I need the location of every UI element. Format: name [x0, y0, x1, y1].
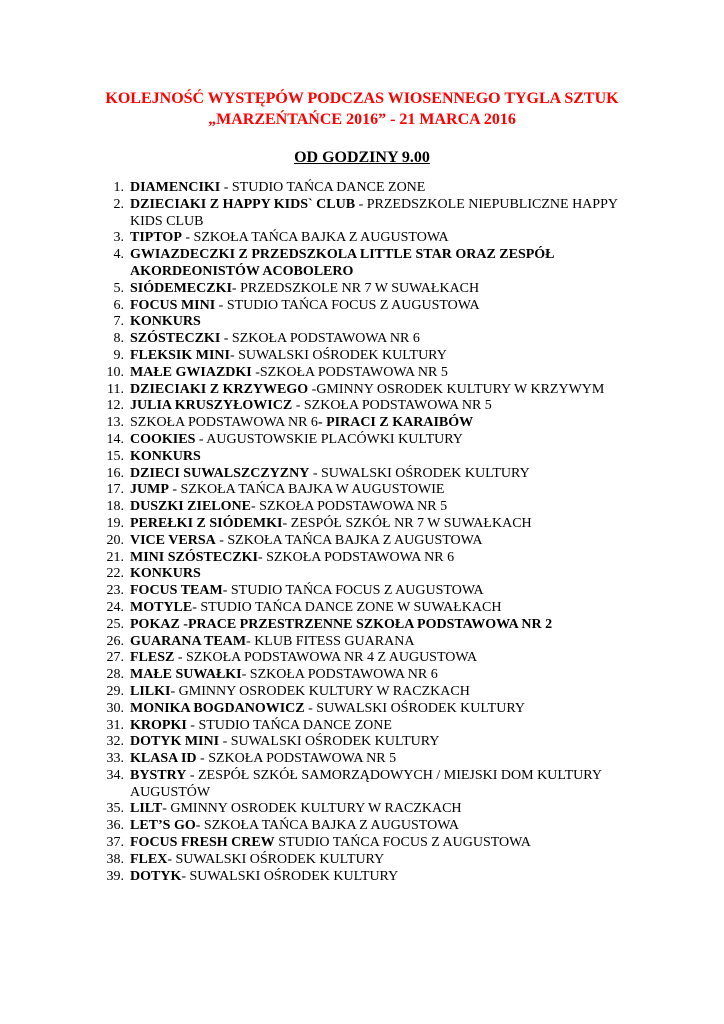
item-group-name: KONKURS [130, 448, 201, 464]
item-number: 18. [106, 499, 124, 515]
list-item [86, 734, 646, 751]
item-group-name: DZIECI SUWALSZCZYZNY [130, 465, 310, 481]
list-item [86, 533, 646, 550]
item-number: 4. [113, 247, 124, 263]
item-institution: - STUDIO TAŃCA DANCE ZONE [186, 717, 392, 733]
list-item [86, 197, 646, 231]
item-group-name: KONKURS [130, 566, 201, 582]
item-institution: - AUGUSTOWSKIE PLACÓWKI KULTURY [195, 431, 463, 447]
item-group-name: SIÓDEMECZKI [130, 280, 232, 296]
item-number: 12. [106, 398, 124, 414]
item-institution: SZKOŁA PODSTAWOWA NR 6 [130, 415, 318, 431]
item-group-name: GUARANA TEAM [130, 633, 247, 649]
item-group-name: DIAMENCIKI [130, 180, 221, 195]
list-item [86, 835, 646, 852]
item-institution: - SZKOŁA PODSTAWOWA NR 6 [220, 331, 420, 347]
item-institution: - SZKOŁA PODSTAWOWA NR 5 [292, 398, 492, 414]
list-item [86, 365, 646, 382]
list-item [86, 718, 646, 735]
item-institution: - STUDIO TAŃCA FOCUS Z AUGUSTOWA [215, 297, 480, 313]
item-institution: - GMINNY OSRODEK KULTURY W RACZKACH [162, 801, 462, 817]
performance-order-list [86, 180, 646, 885]
item-number: 22. [106, 566, 124, 582]
item-number: 15. [106, 448, 124, 464]
item-institution: - SZKOŁA PODSTAWOWA NR 5 [250, 499, 448, 515]
item-institution: - SZKOŁA TAŃCA BAJKA W AUGUSTOWIE [168, 482, 445, 498]
item-number: 27. [106, 650, 124, 666]
item-number: 19. [106, 515, 124, 531]
item-institution: - SUWALSKI OŚRODEK KULTURY [219, 734, 440, 750]
list-item [86, 466, 646, 483]
item-number: 24. [106, 599, 124, 615]
item-group-name: FLEX [130, 851, 168, 867]
item-group-name: BYSTRY [130, 767, 187, 783]
item-group-name: TIPTOP [130, 230, 182, 246]
item-group-name: MINI SZÓSTECZKI [130, 549, 258, 565]
item-institution: -GMINNY OSRODEK KULTURY W KRZYWYM [308, 381, 605, 397]
item-number: 35. [106, 801, 124, 817]
item-institution: - ZESPÓŁ SZKÓŁ NR 7 W SUWAŁKACH [282, 515, 532, 531]
list-item [86, 499, 646, 516]
list-item [86, 869, 646, 886]
list-item [86, 331, 646, 348]
item-number: 28. [106, 667, 124, 683]
item-group-name: POKAZ -PRACE PRZESTRZENNE SZKOŁA PODSTAWOWA NR 2 [130, 616, 553, 632]
list-item [86, 566, 646, 583]
list-item [86, 701, 646, 718]
item-number: 38. [106, 851, 124, 867]
item-institution: - ZESPÓŁ SZKÓŁ SAMORZĄDOWYCH / MIEJSKI DOM KULTURY AUGUSTÓW [130, 767, 602, 800]
list-item [86, 583, 646, 600]
item-number: 13. [106, 415, 124, 431]
list-item [86, 617, 646, 634]
item-number: 23. [106, 583, 124, 599]
item-institution: - KLUB FITESS GUARANA [246, 633, 415, 649]
item-number: 7. [113, 314, 124, 330]
item-institution: - SZKOŁA PODSTAWOWA NR 6 [241, 667, 438, 683]
item-group-name: GWIAZDECZKI Z PRZEDSZKOLA LITTLE STAR ORAZ ZESPÓŁ AKORDEONISTÓW ACOBOLERO [130, 247, 555, 279]
list-item [86, 516, 646, 533]
list-item [86, 634, 646, 651]
item-number: 34. [106, 767, 124, 783]
list-item [86, 600, 646, 617]
list-item [86, 852, 646, 869]
list-item [86, 382, 646, 399]
list-item [86, 281, 646, 298]
list-item [86, 550, 646, 567]
item-group-name: KROPKI [130, 717, 187, 733]
item-group-name: VICE VERSA [130, 532, 216, 548]
item-institution: - STUDIO TAŃCA DANCE ZONE W SUWAŁKACH [192, 599, 502, 615]
item-group-name: MOTYLE [130, 599, 193, 615]
item-institution: - SZKOŁA PODSTAWOWA NR 4 Z AUGUSTOWA [174, 650, 478, 666]
item-group-name: DZIECIAKI Z KRZYWEGO [130, 381, 309, 397]
list-item [86, 801, 646, 818]
item-number: 8. [113, 331, 124, 347]
item-institution: - SZKOŁA TAŃCA BAJKA Z AUGUSTOWA [181, 230, 449, 246]
item-number: 33. [106, 751, 124, 767]
item-number: 5. [113, 280, 124, 296]
item-group-name: DOTYK [130, 868, 182, 884]
start-time-heading: OD GODZINY 9.00 [294, 149, 430, 166]
item-institution: - STUDIO TAŃCA FOCUS Z AUGUSTOWA [222, 583, 484, 599]
item-number: 9. [113, 347, 124, 363]
item-number: 25. [106, 616, 124, 632]
document-title [0, 88, 724, 130]
item-group-name: DOTYK MINI [130, 734, 220, 750]
item-group-name: FOCUS TEAM [130, 583, 223, 599]
list-item [86, 768, 646, 802]
list-item [86, 247, 646, 281]
item-institution: - SZKOŁA PODSTAWOWA NR 6 [257, 549, 455, 565]
item-institution: - GMINNY OSRODEK KULTURY W RACZKACH [170, 683, 470, 699]
item-number: 20. [106, 532, 124, 548]
list-item [86, 180, 646, 197]
item-number: 2. [113, 196, 124, 212]
list-item [86, 298, 646, 315]
item-institution: - SUWALSKI OŚRODEK KULTURY [304, 700, 526, 716]
item-institution: STUDIO TAŃCA FOCUS Z AUGUSTOWA [274, 835, 531, 851]
item-group-name: LILT [130, 801, 163, 817]
item-number: 17. [106, 482, 124, 498]
item-group-name: FLESZ [130, 650, 175, 666]
list-item [86, 818, 646, 835]
item-institution: - SUWALSKI OŚRODEK KULTURY [229, 347, 447, 363]
list-item [86, 314, 646, 331]
item-number: 30. [106, 700, 124, 716]
list-item [86, 348, 646, 365]
item-group-name: - PIRACI Z KARAIBÓW [317, 415, 474, 431]
item-group-name: FLEKSIK MINI [130, 347, 230, 363]
list-item [86, 751, 646, 768]
item-number: 31. [106, 717, 124, 733]
item-number: 29. [106, 683, 124, 699]
item-institution: - PRZEDSZKOLE NIEPUBLICZNE HAPPY KIDS CLUB [130, 196, 618, 229]
list-item [86, 449, 646, 466]
title-line-2: „MARZEŃTAŃCE 2016” - 21 MARCA 2016 [208, 111, 516, 128]
list-item [86, 482, 646, 499]
item-number: 39. [106, 868, 124, 884]
item-number: 14. [106, 431, 124, 447]
item-group-name: JULIA KRUSZYŁOWICZ [130, 398, 293, 414]
item-institution: - SUWALSKI OŚRODEK KULTURY [181, 868, 399, 884]
item-number: 10. [106, 364, 124, 380]
list-item [86, 415, 646, 432]
item-institution: - PRZEDSZKOLE NR 7 W SUWAŁKACH [231, 280, 480, 296]
list-item [86, 650, 646, 667]
item-group-name: DUSZKI ZIELONE [130, 499, 251, 515]
item-number: 11. [107, 381, 124, 397]
list-item [86, 398, 646, 415]
item-number: 36. [106, 818, 124, 834]
item-group-name: MAŁE GWIAZDKI [130, 364, 252, 380]
item-group-name: PEREŁKI Z SIÓDEMKI [130, 515, 283, 531]
item-group-name: MONIKA BOGDANOWICZ [130, 700, 305, 716]
item-number: 16. [106, 465, 124, 481]
item-group-name: SZÓSTECZKI [130, 331, 221, 347]
item-group-name: MAŁE SUWAŁKI [130, 667, 242, 683]
item-institution: - SZKOŁA PODSTAWOWA NR 5 [196, 751, 397, 767]
item-group-name: JUMP [130, 482, 169, 498]
item-number: 32. [106, 734, 124, 750]
item-group-name: KONKURS [130, 314, 201, 330]
item-institution: - SUWALSKI OŚRODEK KULTURY [309, 465, 530, 481]
item-institution: -SZKOŁA PODSTAWOWA NR 5 [251, 364, 448, 380]
list-item [86, 667, 646, 684]
item-number: 3. [113, 230, 124, 246]
item-group-name: KLASA ID [130, 751, 197, 767]
item-number: 26. [106, 633, 124, 649]
item-institution: - STUDIO TAŃCA DANCE ZONE [220, 180, 426, 195]
item-institution: - SUWALSKI OŚRODEK KULTURY [167, 851, 385, 867]
item-number: 37. [106, 835, 124, 851]
list-item [86, 684, 646, 701]
item-number: 21. [106, 549, 124, 565]
item-institution: - SZKOŁA TAŃCA BAJKA Z AUGUSTOWA [195, 818, 459, 834]
item-group-name: FOCUS MINI [130, 297, 216, 313]
item-group-name: FOCUS FRESH CREW [130, 835, 275, 851]
list-item [86, 432, 646, 449]
item-institution: - SZKOŁA TAŃCA BAJKA Z AUGUSTOWA [215, 532, 483, 548]
item-number: 1. [113, 180, 124, 195]
title-line-1: KOLEJNOŚĆ WYSTĘPÓW PODCZAS WIOSENNEGO TYGLA SZTUK [105, 90, 619, 107]
item-group-name: LET’S GO [130, 818, 196, 834]
item-group-name: COOKIES [130, 431, 196, 447]
list-item [86, 230, 646, 247]
item-group-name: DZIECIAKI Z HAPPY KIDS` CLUB [130, 196, 356, 212]
item-number: 6. [113, 297, 124, 313]
item-group-name: LILKI [130, 683, 171, 699]
